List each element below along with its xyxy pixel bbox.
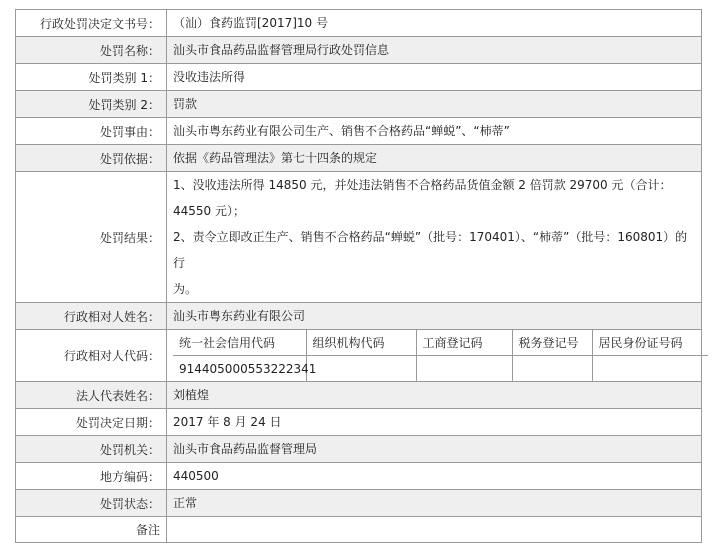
party-code-value-row (173, 356, 708, 382)
header-business-reg: 工商登记码 (416, 330, 512, 356)
party-name-label: 行政相对人姓名： (16, 303, 167, 330)
date-value: 2017 年 8 月 24 日 (167, 409, 702, 436)
reason-label: 处罚事由： (16, 118, 167, 145)
header-org-code: 组织机构代码 (306, 330, 416, 356)
legal-rep-label: 法人代表姓名： (16, 382, 167, 409)
basis-label: 处罚依据： (16, 145, 167, 172)
doc-number-label: 行政处罚决定文书号： (16, 10, 167, 37)
legal-rep-value: 刘植煌 (167, 382, 702, 409)
row-status (16, 490, 702, 517)
status-value: 正常 (167, 490, 702, 517)
area-code-label: 地方编码： (16, 463, 167, 490)
row-party-name (16, 303, 702, 330)
header-id-number: 居民身份证号码 (592, 330, 708, 356)
row-reason (16, 118, 702, 145)
category-1-label: 处罚类别 1： (16, 64, 167, 91)
penalty-info-table (15, 9, 702, 543)
row-party-code (16, 330, 702, 382)
row-doc-number (16, 10, 702, 37)
value-credit-code: 914405000553222341 (173, 356, 306, 382)
value-business-reg (416, 356, 512, 382)
penalty-name-label: 处罚名称： (16, 37, 167, 64)
doc-number-value: （汕）食药监罚[2017]10 号 (167, 10, 702, 37)
row-result (16, 172, 702, 303)
remark-label: 备注 (16, 517, 167, 543)
reason-value: 汕头市粤东药业有限公司生产、销售不合格药品“蝉蜕”、“柿蒂” (167, 118, 702, 145)
result-value (167, 172, 702, 303)
row-area-code (16, 463, 702, 490)
category-2-value: 罚款 (167, 91, 702, 118)
row-penalty-name (16, 37, 702, 64)
authority-label: 处罚机关： (16, 436, 167, 463)
row-remark (16, 517, 702, 543)
value-tax-reg (512, 356, 592, 382)
result-line-3: 为。 (173, 282, 198, 296)
row-authority (16, 436, 702, 463)
authority-value: 汕头市食品药品监督管理局 (167, 436, 702, 463)
result-line-1: 1、没收违法所得 14850 元，并处违法销售不合格药品货值金额 2 倍罚款 29700 元（合计：44550 元）； (173, 178, 672, 218)
category-2-label: 处罚类别 2： (16, 91, 167, 118)
status-label: 处罚状态： (16, 490, 167, 517)
party-code-cell (167, 330, 702, 382)
value-org-code (306, 356, 416, 382)
party-code-table (173, 330, 708, 381)
result-line-2: 2、责令立即改正生产、销售不合格药品“蝉蜕”（批号：170401）、“柿蒂”（批号：160801）的行 (173, 230, 688, 270)
row-category-1 (16, 64, 702, 91)
party-code-header-row (173, 330, 708, 356)
row-basis (16, 145, 702, 172)
party-code-label: 行政相对人代码： (16, 330, 167, 382)
category-1-value: 没收违法所得 (167, 64, 702, 91)
row-date (16, 409, 702, 436)
header-tax-reg: 税务登记号 (512, 330, 592, 356)
date-label: 处罚决定日期： (16, 409, 167, 436)
area-code-value: 440500 (167, 463, 702, 490)
remark-value (167, 517, 702, 543)
row-category-2 (16, 91, 702, 118)
row-legal-rep (16, 382, 702, 409)
party-name-value: 汕头市粤东药业有限公司 (167, 303, 702, 330)
header-credit-code: 统一社会信用代码 (173, 330, 306, 356)
result-label: 处罚结果： (16, 172, 167, 303)
penalty-name-value: 汕头市食品药品监督管理局行政处罚信息 (167, 37, 702, 64)
value-id-number (592, 356, 708, 382)
basis-value: 依据《药品管理法》第七十四条的规定 (167, 145, 702, 172)
